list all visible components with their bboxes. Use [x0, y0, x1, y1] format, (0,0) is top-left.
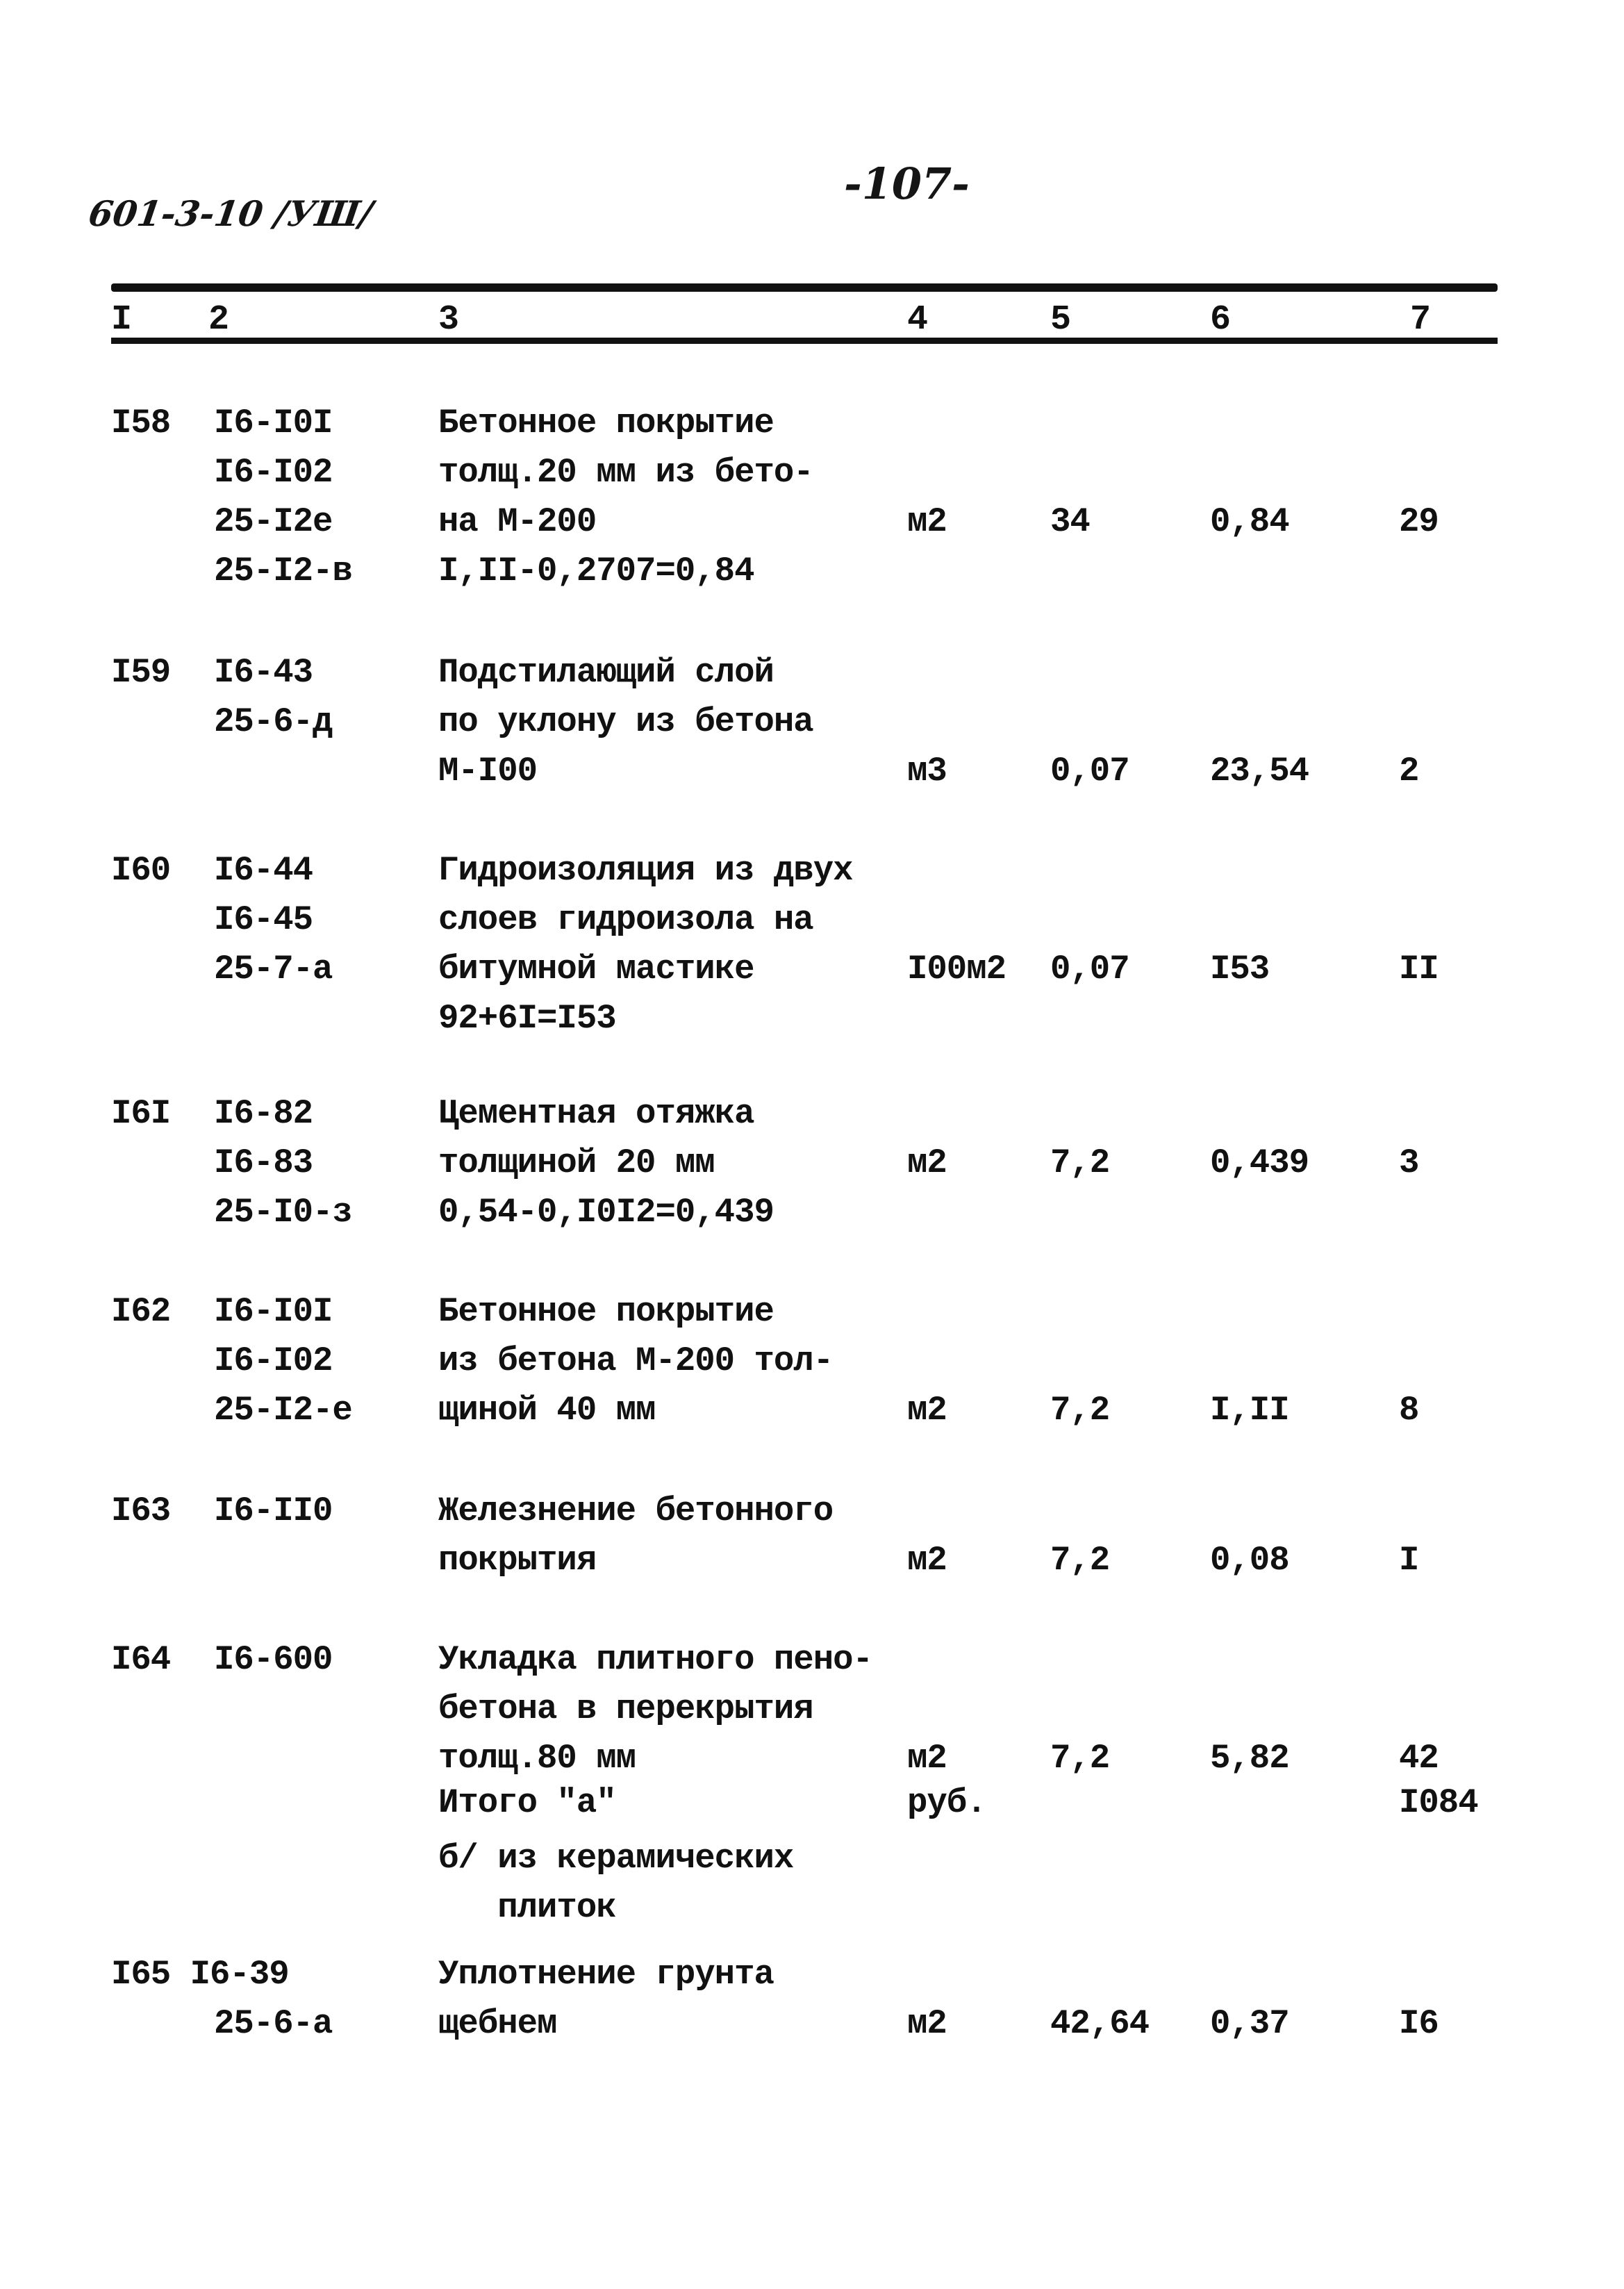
- norm-code: I6-I02: [214, 1341, 333, 1380]
- total-cost: 8: [1399, 1391, 1419, 1430]
- norm-code: 25-I2-в: [214, 552, 352, 590]
- description: толщ.20 мм из бето-: [438, 453, 813, 492]
- norm-code: 25-7-а: [214, 950, 333, 989]
- norm-code: I6-82: [214, 1094, 313, 1133]
- description: Итого "а": [438, 1783, 616, 1822]
- item-number: I59: [111, 653, 171, 692]
- item-number: I6I: [111, 1094, 171, 1133]
- column-header-5: 5: [1050, 300, 1072, 340]
- description: 92+6I=I53: [438, 999, 616, 1038]
- norm-code: I6-83: [214, 1143, 313, 1182]
- description: толщ.80 мм: [438, 1739, 636, 1778]
- description: Бетонное покрытие: [438, 404, 774, 443]
- column-header-6: 6: [1210, 300, 1232, 340]
- norm-code: I6-43: [214, 653, 313, 692]
- description: Бетонное покрытие: [438, 1292, 774, 1331]
- total-cost: I084: [1399, 1783, 1478, 1822]
- unit-price: I,II: [1210, 1391, 1289, 1430]
- unit: руб.: [907, 1783, 986, 1822]
- column-header-1: I: [111, 300, 133, 340]
- norm-code: 25-I2-е: [214, 1391, 352, 1430]
- description: щиной 40 мм: [438, 1391, 656, 1430]
- unit-price: I53: [1210, 950, 1270, 989]
- quantity: 34: [1050, 502, 1090, 541]
- total-cost: 3: [1399, 1143, 1419, 1182]
- item-number: I64: [111, 1640, 171, 1679]
- item-number: I60: [111, 851, 171, 890]
- norm-code: I6-I0I: [214, 1292, 333, 1331]
- quantity: 7,2: [1050, 1739, 1110, 1778]
- unit: м2: [907, 1541, 947, 1580]
- description: Цементная отяжка: [438, 1094, 754, 1133]
- unit: м2: [907, 1391, 947, 1430]
- unit-price: 0,84: [1210, 502, 1289, 541]
- quantity: 7,2: [1050, 1391, 1110, 1430]
- unit-price: 0,08: [1210, 1541, 1289, 1580]
- norm-code: I6-II0: [214, 1491, 333, 1530]
- norm-code: 25-I0-з: [214, 1193, 352, 1232]
- description: щебнем: [438, 2004, 557, 2043]
- unit-price: 5,82: [1210, 1739, 1289, 1778]
- description: М-I00: [438, 752, 538, 791]
- description: 0,54-0,I0I2=0,439: [438, 1193, 774, 1232]
- unit: м2: [907, 1143, 947, 1182]
- total-cost: 42: [1399, 1739, 1439, 1778]
- quantity: 7,2: [1050, 1143, 1110, 1182]
- total-cost: 29: [1399, 502, 1439, 541]
- unit: м2: [907, 1739, 947, 1778]
- description: Гидроизоляция из двух: [438, 851, 853, 890]
- column-header-2: 2: [208, 300, 230, 340]
- unit: м2: [907, 2004, 947, 2043]
- norm-code: 25-6-а: [214, 2004, 333, 2043]
- norm-code: I6-I0I: [214, 404, 333, 443]
- item-number: I65 I6-39: [111, 1955, 289, 1994]
- description: по уклону из бетона: [438, 702, 813, 741]
- page-number: -107-: [844, 158, 970, 209]
- description: Укладка плитного пено-: [438, 1640, 872, 1679]
- item-number: I63: [111, 1491, 171, 1530]
- unit-price: 0,439: [1210, 1143, 1309, 1182]
- description: толщиной 20 мм: [438, 1143, 715, 1182]
- description: покрытия: [438, 1541, 597, 1580]
- norm-code: 25-6-д: [214, 702, 333, 741]
- norm-code: I6-44: [214, 851, 313, 890]
- unit: м2: [907, 502, 947, 541]
- column-header-7: 7: [1410, 300, 1432, 340]
- table-top-rule: [111, 283, 1498, 292]
- quantity: 7,2: [1050, 1541, 1110, 1580]
- description: Уплотнение грунта: [438, 1955, 774, 1994]
- total-cost: 2: [1399, 752, 1419, 791]
- description: Железнение бетонного: [438, 1491, 834, 1530]
- description: на М-200: [438, 502, 597, 541]
- description: из бетона М-200 тол-: [438, 1341, 834, 1380]
- table-header-rule: [111, 338, 1498, 344]
- description: бетона в перекрытия: [438, 1689, 813, 1728]
- description: битумной мастике: [438, 950, 754, 989]
- norm-code: I6-45: [214, 900, 313, 939]
- total-cost: I6: [1399, 2004, 1439, 2043]
- norm-code: I6-600: [214, 1640, 333, 1679]
- unit-price: 0,37: [1210, 2004, 1289, 2043]
- description: I,II-0,2707=0,84: [438, 552, 754, 590]
- unit: I00м2: [907, 950, 1006, 989]
- quantity: 0,07: [1050, 752, 1129, 791]
- item-number: I62: [111, 1292, 171, 1331]
- column-header-4: 4: [907, 300, 929, 340]
- description: б/ из керамических: [438, 1839, 794, 1878]
- column-header-3: 3: [438, 300, 460, 340]
- quantity: 0,07: [1050, 950, 1129, 989]
- quantity: 42,64: [1050, 2004, 1150, 2043]
- item-number: I58: [111, 404, 171, 443]
- norm-code: I6-I02: [214, 453, 333, 492]
- norm-code: 25-I2е: [214, 502, 333, 541]
- description: плиток: [438, 1888, 616, 1927]
- unit-price: 23,54: [1210, 752, 1309, 791]
- description: Подстилающий слой: [438, 653, 774, 692]
- total-cost: II: [1399, 950, 1439, 989]
- description: слоев гидроизола на: [438, 900, 813, 939]
- total-cost: I: [1399, 1541, 1419, 1580]
- document-code: 601-3-10 /УШ/: [85, 193, 376, 234]
- unit: м3: [907, 752, 947, 791]
